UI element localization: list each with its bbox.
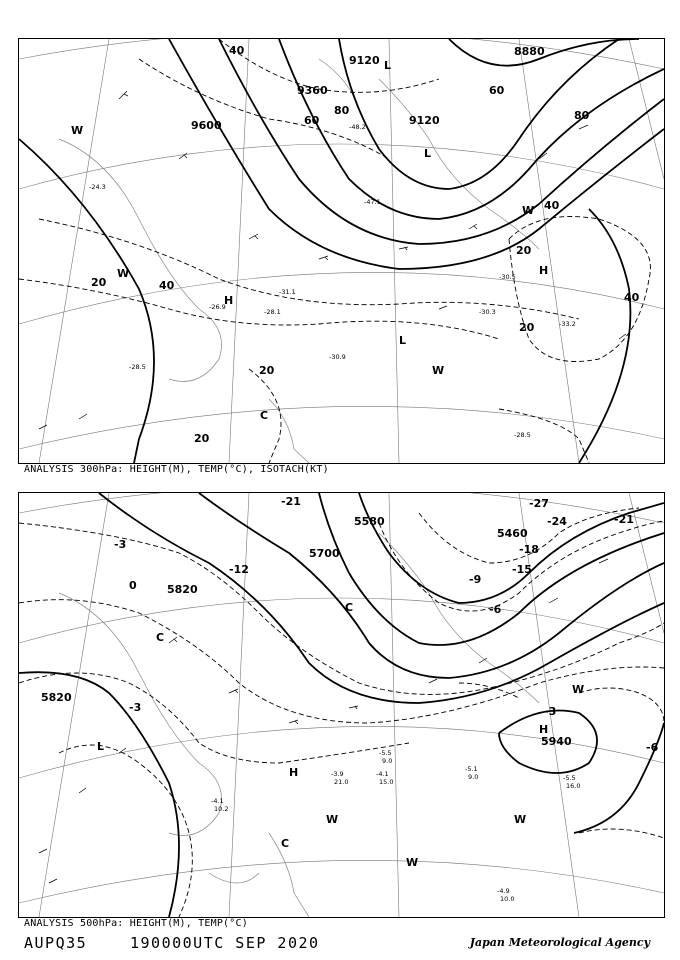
cold-center-marker: C xyxy=(281,837,290,850)
wind-barbs xyxy=(39,559,608,883)
warm-center-marker: W xyxy=(406,856,419,869)
low-center-marker: L xyxy=(424,147,432,160)
height-label: 9360 xyxy=(297,84,328,97)
svg-text:20: 20 xyxy=(516,244,532,257)
map-panel-300hpa xyxy=(18,38,665,464)
svg-text:-6: -6 xyxy=(489,603,502,616)
svg-text:16.0: 16.0 xyxy=(566,782,581,790)
height-label: 5700 xyxy=(309,547,340,560)
low-center-marker: L xyxy=(399,334,407,347)
low-center-marker: L xyxy=(384,59,392,72)
warm-center-marker: W xyxy=(117,267,130,280)
height-label: 5820 xyxy=(41,691,72,704)
warm-center-marker: W xyxy=(326,813,339,826)
svg-text:10.0: 10.0 xyxy=(500,895,515,903)
svg-text:20: 20 xyxy=(519,321,535,334)
svg-text:0: 0 xyxy=(129,579,137,592)
svg-text:9.0: 9.0 xyxy=(382,757,393,765)
warm-center-marker: W xyxy=(514,813,527,826)
svg-text:-4.1: -4.1 xyxy=(376,770,389,778)
svg-text:21.0: 21.0 xyxy=(334,778,349,786)
svg-text:40: 40 xyxy=(544,199,560,212)
svg-text:40: 40 xyxy=(159,279,175,292)
map-300hpa-svg xyxy=(19,39,664,463)
isotach-labels xyxy=(91,44,640,445)
high-center-marker: H xyxy=(539,264,549,277)
caption-300hpa: ANALYSIS 300hPa: HEIGHT(M), TEMP(°C), ISOTACH(KT) xyxy=(24,464,329,475)
svg-text:40: 40 xyxy=(229,44,245,57)
warm-center-marker: W xyxy=(522,204,535,217)
svg-text:-3: -3 xyxy=(114,538,127,551)
svg-text:60: 60 xyxy=(489,84,505,97)
svg-text:-12: -12 xyxy=(229,563,249,576)
warm-center-marker: W xyxy=(71,124,84,137)
svg-text:-21: -21 xyxy=(281,495,301,508)
height-contours xyxy=(19,39,664,463)
height-label: 5820 xyxy=(167,583,198,596)
svg-text:-9: -9 xyxy=(469,573,482,586)
svg-text:60: 60 xyxy=(304,114,320,127)
svg-text:-31.1: -31.1 xyxy=(279,288,296,296)
svg-text:-6: -6 xyxy=(646,741,659,754)
height-label: 8880 xyxy=(514,45,545,58)
svg-text:-27: -27 xyxy=(529,497,549,510)
caption-500hpa: ANALYSIS 500hPa: HEIGHT(M), TEMP(°C) xyxy=(24,918,248,929)
svg-text:-48.2: -48.2 xyxy=(349,123,366,131)
svg-text:-24: -24 xyxy=(547,515,567,528)
svg-text:-30.5: -30.5 xyxy=(499,273,516,281)
high-center-marker: H xyxy=(224,294,234,307)
svg-text:-24.3: -24.3 xyxy=(89,183,106,191)
svg-text:-33.2: -33.2 xyxy=(559,320,576,328)
map-panel-500hpa xyxy=(18,492,665,918)
coastline xyxy=(59,59,539,463)
svg-text:-3: -3 xyxy=(129,701,142,714)
cold-center-marker: C xyxy=(345,601,354,614)
dashed-contours xyxy=(19,39,650,463)
svg-text:-5.5: -5.5 xyxy=(379,749,392,757)
temperature-contours xyxy=(19,508,664,917)
map-500hpa-svg xyxy=(19,493,664,917)
svg-text:9.0: 9.0 xyxy=(468,773,479,781)
height-label: 9120 xyxy=(409,114,440,127)
svg-text:-4.9: -4.9 xyxy=(497,887,510,895)
svg-text:-26.9: -26.9 xyxy=(209,303,226,311)
svg-text:-3: -3 xyxy=(544,705,557,718)
svg-text:-28.1: -28.1 xyxy=(264,308,281,316)
warm-center-marker: W xyxy=(432,364,445,377)
height-contours xyxy=(19,493,664,917)
chart-code: AUPQ35 xyxy=(24,934,88,952)
temp-contour-labels xyxy=(114,495,659,754)
svg-text:-47.1: -47.1 xyxy=(364,198,381,206)
svg-text:-18: -18 xyxy=(519,543,539,556)
svg-text:-30.3: -30.3 xyxy=(479,308,496,316)
svg-text:-5.1: -5.1 xyxy=(465,765,478,773)
wind-barbs xyxy=(39,91,626,429)
warm-center-marker: W xyxy=(572,683,585,696)
height-label: 5580 xyxy=(354,515,385,528)
svg-text:20: 20 xyxy=(91,276,107,289)
high-center-marker: H xyxy=(289,766,299,779)
svg-text:-28.5: -28.5 xyxy=(514,431,531,439)
agency-credit: Japan Meteorological Agency xyxy=(469,936,650,949)
svg-text:15.0: 15.0 xyxy=(379,778,394,786)
low-center-marker: L xyxy=(97,740,105,753)
svg-text:-3.9: -3.9 xyxy=(331,770,344,778)
height-label: 9120 xyxy=(349,54,380,67)
valid-time: 190000UTC SEP 2020 xyxy=(130,934,320,952)
height-label: 9600 xyxy=(191,119,222,132)
height-label: 5940 xyxy=(541,735,572,748)
svg-text:-30.9: -30.9 xyxy=(329,353,346,361)
svg-text:80: 80 xyxy=(334,104,350,117)
svg-text:-4.1: -4.1 xyxy=(211,797,224,805)
svg-text:-5.5: -5.5 xyxy=(563,774,576,782)
svg-text:20: 20 xyxy=(194,432,210,445)
svg-text:80: 80 xyxy=(574,109,590,122)
height-label: 5460 xyxy=(497,527,528,540)
pressure-centers xyxy=(97,601,584,869)
cold-center-marker: C xyxy=(156,631,165,644)
svg-text:40: 40 xyxy=(624,291,640,304)
svg-text:-15: -15 xyxy=(512,563,532,576)
svg-text:20: 20 xyxy=(259,364,275,377)
svg-text:-28.5: -28.5 xyxy=(129,363,146,371)
svg-text:-21: -21 xyxy=(614,513,634,526)
high-center-marker: H xyxy=(539,723,549,736)
cold-center-marker: C xyxy=(260,409,269,422)
svg-text:10.2: 10.2 xyxy=(214,805,229,813)
